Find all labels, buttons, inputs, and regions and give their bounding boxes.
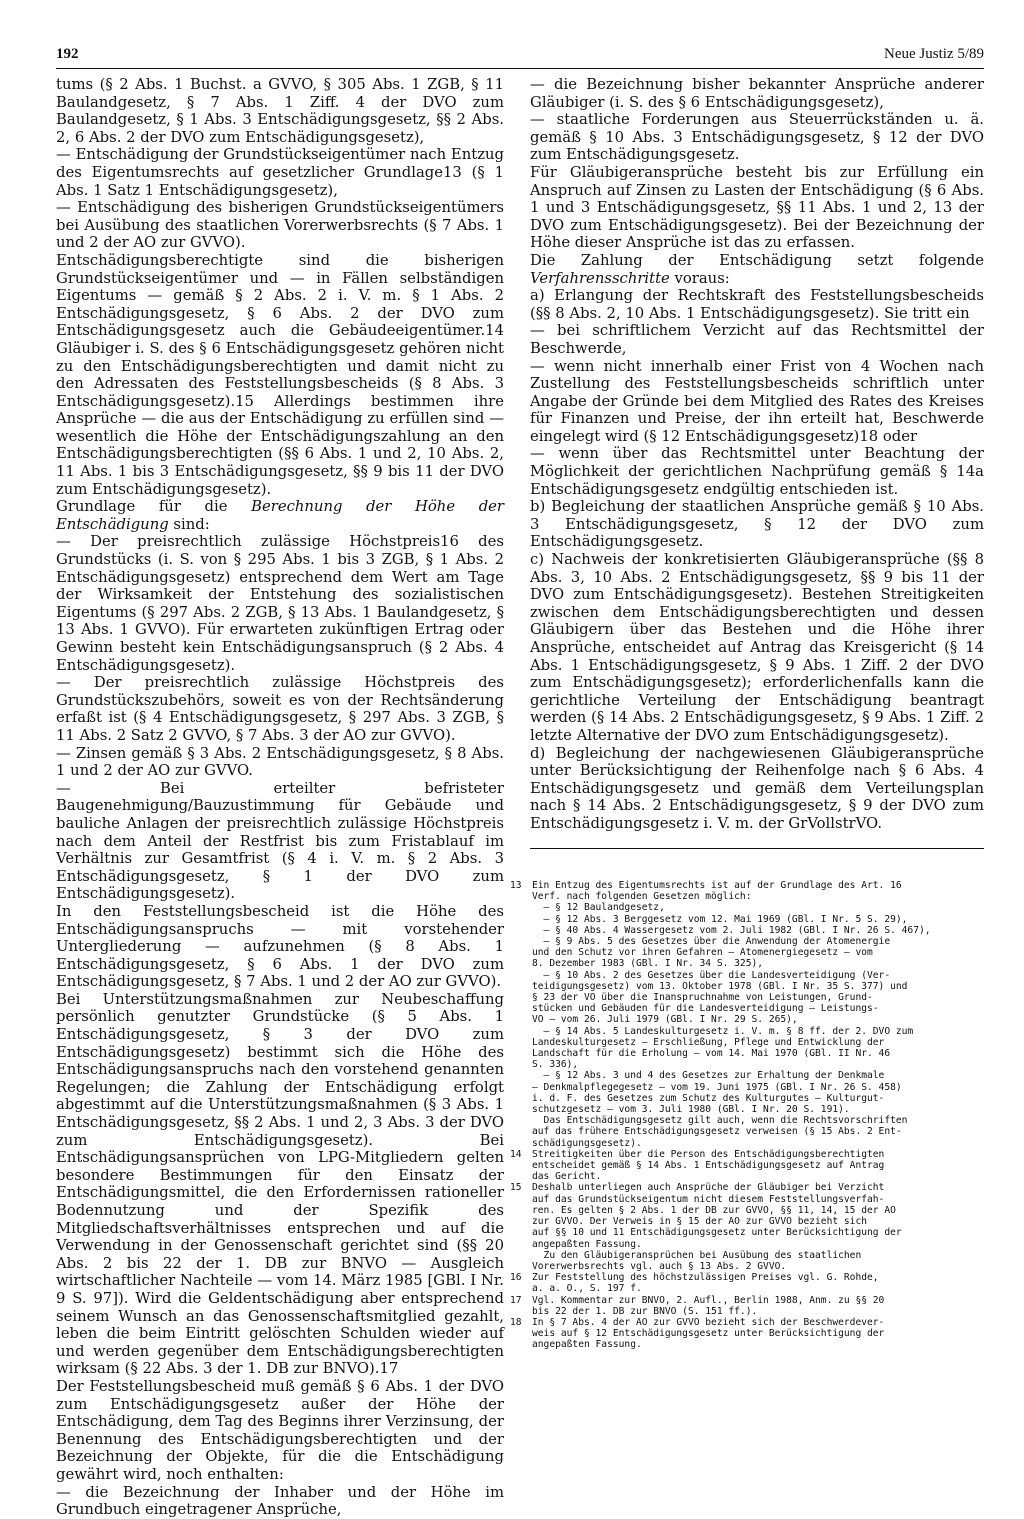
paragraph [56,199,504,252]
paragraph [56,533,504,674]
paragraph-text: — Zinsen gemäß § 3 Abs. 2 Entschädigungsgesetz, § 8 Abs. 1 und 2 der AO zur GVVO. [56,744,504,780]
footnote-line: Ein Entzug des Eigentumsrechts ist auf der Grundlage des Art. 16 [532,880,902,891]
footnote-line: — Denkmalpflegegesetz — vom 19. Juni 1975 (GBl. I Nr. 26 S. 458) [532,1081,902,1093]
footnote-number: 13 [510,880,522,891]
paragraph-text: sind: [168,515,210,533]
paragraph [56,780,504,903]
paragraph-text: tums (§ 2 Abs. 1 Buchst. a GVVO, § 305 Abs. 1 ZGB, § 11 Baulandgesetz, § 7 Abs. 1 Ziff. 4 der DVO zum Baulandgesetz, § 1 Abs. 3 Entschädigungsgesetz, §§ 2 Abs. 2, 6 Abs. 2 der DVO zum Entschädigungsgesetz), [56,76,504,146]
footnote-line: Zu den Gläubigeransprüchen bei Ausübung des staatlichen [532,1249,862,1261]
footnote-line: ren. Es gelten § 2 Abs. 1 der DB zur GVVO, §§ 11, 14, 15 der AO [532,1204,896,1216]
footnote-number: 15 [510,1182,522,1194]
paragraph [56,76,504,146]
paragraph-text: Der Feststellungsbescheid muß gemäß § 6 Abs. 1 der DVO zum Entschädigungsgesetz außer der Höhe der Entschädigung, dem Tag des Beginns ihrer Verzinsung, der Benennung des Entschädigungsberechtigten und der Bezeichnung der Objekte, für die die Entschädigung gewährt wird, noch enthalten: [56,1377,504,1483]
footnote-line: a. a. O., S. 197 f. [532,1283,642,1295]
paragraph [530,287,984,322]
paragraph [530,745,984,833]
footnote-line: teidigungsgesetz) vom 13. Oktober 1978 (GBl. I Nr. 35 S. 377) und [532,980,908,992]
footnote-line: auf §§ 10 und 11 Entschädigungsgesetz unter Berücksichtigung der [532,1227,902,1239]
footnote-line: das Gericht. [532,1171,602,1183]
footnote-line: schädigungsgesetz). [532,1137,642,1149]
page-number: 192 [56,46,79,62]
footnote-line: Vgl. Kommentar zur BNVO, 2. Aufl., Berlin 1988, Anm. zu §§ 20 [532,1294,885,1306]
paragraph-text: d) Begleichung der nachgewiesenen Gläubigeransprüche unter Berücksichtigung der Reihenfolge nach § 6 Abs. 4 Entschädigungsgesetz und gemäß dem Verteilungsplan nach § 14 Abs. 2 Entschädigungsgesetz, § 9 der DVO zum Entschädigungsgesetz i. V. m. der GrVollstrVO. [530,744,984,832]
footnote-line: auf das Grundstückseigentum nicht diesem Feststellungsverfah- [532,1193,885,1205]
paragraph-text: Grundlage für die [56,498,252,516]
footnote [510,1149,984,1183]
footnote-line: Landschaft für die Erholung — vom 14. Mai 1970 (GBl. II Nr. 46 [532,1048,891,1060]
footnote-line: In § 7 Abs. 4 der AO zur GVVO bezieht sich der Beschwerdever- [532,1316,885,1328]
footnote-line: § 23 der VO über die Inanspruchnahme von Leistungen, Grund- [532,992,873,1004]
footnote-number: 18 [510,1316,522,1328]
footnote-line: auf das frühere Entschädigungsgesetz verweisen (§ 15 Abs. 2 Ent- [532,1126,902,1138]
paragraph [56,903,504,991]
paragraph-text: — wenn über das Rechtsmittel unter Beachtung der Möglichkeit der gerichtlichen Nachprüfung gemäß § 14a Entschädigungsgesetz endgültig entschieden ist. [530,445,984,498]
footnote-line: Verf. nach folgenden Gesetzen möglich: [532,891,752,903]
paragraph-text: In den Feststellungsbescheid ist die Höhe des Entschädigungsanspruchs — mit vorstehender Untergliederung — aufzunehmen (§ 8 Abs. 1 Entschädigungsgesetz, § 6 Abs. 1 der DVO zum Entschädigungsgesetz, § 7 Abs. 1 und 2 der AO zur GVVO). [56,902,504,991]
paragraph [56,674,504,744]
paragraph [530,76,984,111]
footnote-line: — § 14 Abs. 5 Landeskulturgesetz i. V. m. § 8 ff. der 2. DVO zum [532,1025,914,1037]
paragraph-text: voraus: [669,269,730,287]
paragraph-text: c) Nachweis der konkretisierten Gläubigeransprüche (§§ 8 Abs. 3, 10 Abs. 2 Entschädigungsgesetz, §§ 9 bis 11 der DVO zum Entschädigungsgesetz). Bestehen Streitigkeiten zwischen dem Entschädigungsberechtigten und dessen Gläubigern über das Bestehen und die Höhe ihrer Ansprüche, entscheidet auf Antrag das Kreisgericht (§ 14 Abs. 1 Entschädigungsgesetz, § 9 Abs. 1 Ziff. 2 der DVO zum Entschädigungsgesetz); erforderlichenfalls kann die gerichtliche Verteilung der Entschädigung beantragt werden (§ 14 Abs. 2 Entschädigungsgesetz, § 9 Abs. 1 Ziff. 2 letzte Alternative der DVO zum Entschädigungsgesetz). [530,551,984,744]
paragraph [530,322,984,357]
footnote-line: — § 9 Abs. 5 des Gesetzes über die Anwendung der Atomenergie [532,936,891,948]
footnote-text [532,1295,984,1317]
paragraph [56,1378,504,1484]
paragraph-text: — bei schriftlichem Verzicht auf das Rechtsmittel der Beschwerde, [530,322,984,357]
footnote-divider [530,848,984,849]
paragraph [530,445,984,498]
paragraph-text: — die Bezeichnung bisher bekannter Ansprüche anderer Gläubiger (i. S. des § 6 Entschädigungsgesetz), [530,76,984,111]
paragraph [530,111,984,164]
footnote [510,1272,984,1294]
paragraph-emphasis: Verfahrensschritte [530,269,670,287]
paragraph-text: b) Begleichung der staatlichen Ansprüche gemäß § 10 Abs. 3 Entschädigungsgesetz, § 12 der DVO zum Entschädigungsgesetz. [530,498,984,551]
paragraph [56,1484,504,1519]
paragraph [530,358,984,446]
paragraph [56,991,504,1378]
paragraph-text: Für Gläubigeransprüche besteht bis zur Erfüllung ein Anspruch auf Zinsen zu Lasten der Entschädigung (§ 6 Abs. 1 und 3 Entschädigungsgesetz, §§ 11 Abs. 1 und 2, 13 der DVO zum Entschädigungsgesetz). Bei der Bezeichnung der Höhe dieser Ansprüche ist das zu erfassen. [530,163,984,252]
footnote-line: Vorerwerbsrechts vgl. auch § 13 Abs. 2 GVVO. [532,1260,787,1272]
footnote [510,1317,984,1351]
footnote [510,1182,984,1272]
paragraph [56,745,504,780]
footnote-line: — § 12 Abs. 3 und 4 des Gesetzes zur Erhaltung der Denkmale [532,1070,885,1082]
paragraph-text: a) Erlangung der Rechtskraft des Feststellungsbescheids (§§ 8 Abs. 2, 10 Abs. 1 Entschädigungsgesetz). Sie tritt ein [530,287,984,322]
page-header [56,44,984,69]
footnote-line: Landeskulturgesetz — Erschließung, Pflege und Entwicklung der [532,1036,885,1048]
right-column [530,76,984,833]
paragraph [530,164,984,252]
footnote [510,880,984,1149]
paragraph-text: — Entschädigung des bisherigen Grundstückseigentümers bei Ausübung des staatlichen Vorerwerbsrechts (§ 7 Abs. 1 und 2 der AO zur GVVO). [56,199,504,252]
paragraph-text: Bei Unterstützungsmaßnahmen zur Neubeschaffung persönlich genutzter Grundstücke (§ 5 Abs. 1 Entschädigungsgesetz, § 3 der DVO zum Entschädigungsgesetz) bestimmt sich die Höhe des Entschädigungsanspruchs nach den vorstehend genannten Regelungen; die Zahlung der Entschädigung erfolgt abgestimmt auf die Unterstützungsmaßnahmen (§ 3 Abs. 1 Entschädigungsgesetz, §§ 2 Abs. 1 und 2, 3 Abs. 3 der DVO zum Entschädigungsgesetz). Bei Entschädigungsansprüchen von LPG-Mitgliedern gelten besondere Bestimmungen für den Einsatz der Entschädigungsmittel, die den Erfordernissen rationeller Bodennutzung und der Spezifik des Mitgliedschaftsverhältnisses entsprechen und auf die Verwendung in der Genossenschaft gerichtet sind (§§ 20 Abs. 2 bis 22 der 1. DB zur BNVO — Ausgleich wirtschaftlicher Nachteile — vom 14. März 1985 [GBl. I Nr. 9 S. 97]). Wird die Geldentschädigung aber entsprechend seinem Wunsch an das Genossenschaftsmitglied gezahlt, leben die beim Eintritt gelöschten Schulden wieder auf und werden gegenüber dem Entschädigungsberechtigten wirksam (§ 22 Abs. 3 der 1. DB zur BNVO).17 [56,990,504,1378]
footnote-line: — § 12 Baulandgesetz, [532,902,665,914]
footnote-line: stücken und Gebäuden für die Landesverteidigung — Leistungs- [532,1003,879,1015]
footnote-line: schutzgesetz — vom 3. Juli 1980 (GBl. I Nr. 20 S. 191). [532,1104,850,1116]
footnote-number: 17 [510,1294,522,1306]
footnote-text [532,1149,984,1183]
footnote-line: zur GVVO. Der Verweis in § 15 der AO zur GVVO bezieht sich [532,1216,868,1228]
footnote-line: angepaßten Fassung. [532,1339,642,1351]
paragraph [530,252,984,287]
paragraph-emphasis: Berechnung der Höhe der Entschädigung [56,498,504,533]
left-column [56,76,504,1519]
footnote-line: — § 12 Abs. 3 Berggesetz vom 12. Mai 1969 (GBl. I Nr. 5 S. 29), [532,913,908,925]
paragraph-text: — staatliche Forderungen aus Steuerrückständen u. ä. gemäß § 10 Abs. 3 Entschädigungsgesetz, § 12 der DVO zum Entschädigungsgesetz. [530,111,984,164]
footnote-line: angepaßten Fassung. [532,1238,642,1250]
footnote-line: 8. Dezember 1983 (GBl. I Nr. 34 S. 325), [532,958,764,970]
paragraph-text: — Bei erteilter befristeter Baugenehmigung/Bauzustimmung für Gebäude und bauliche Anlagen der preisrechtlich zulässige Höchstpreis nach dem Anteil der Restfrist bis zum Fristablauf im Verhältnis zur Gesamtfrist (§ 4 i. V. m. § 2 Abs. 3 Entschädigungsgesetz, § 1 der DVO zum Entschädigungsgesetz). [56,779,504,903]
footnote-line: Das Entschädigungsgesetz gilt auch, wenn die Rechtsvorschriften [532,1115,908,1127]
footnote-line: — § 40 Abs. 4 Wassergesetz vom 2. Juli 1982 (GBl. I Nr. 26 S. 467), [532,924,931,936]
paragraph-text: — wenn nicht innerhalb einer Frist von 4 Wochen nach Zustellung des Feststellungsbescheids schriftlich unter Angabe der Gründe bei dem Mitglied des Rates des Kreises für Finanzen und Preise, der ihn erteilt hat, Beschwerde eingelegt wird (§ 12 Entschädigungsgesetz)18 oder [530,357,984,445]
paragraph [530,498,984,551]
footnote-line: — § 10 Abs. 2 des Gesetzes über die Landesverteidigung (Ver- [532,969,891,981]
footnote-line: bis 22 der 1. DB zur BNVO (S. 151 ff.). [532,1305,758,1317]
footnote-number: 14 [510,1148,522,1160]
paragraph-text: — die Bezeichnung der Inhaber und der Höhe im Grundbuch eingetragener Ansprüche, [56,1483,504,1519]
paragraph [56,252,504,498]
footnotes [510,880,984,1351]
footnote-text [532,880,984,1149]
footnote-line: i. d. F. des Gesetzes zum Schutz des Kulturgutes — Kulturgut- [532,1092,885,1104]
footnote-line: VO — vom 26. Juli 1979 (GBl. I Nr. 29 S. 265), [532,1014,798,1026]
paragraph [530,551,984,745]
paragraph-text: Entschädigungsberechtigte sind die bisherigen Grundstückseigentümer und — in Fällen selbständigen Eigentums — gemäß § 2 Abs. 2 i. V. m. § 1 Abs. 2 Entschädigungsgesetz, § 6 Abs. 2 der DVO zum Entschädigungsgesetz auch die Gebäudeeigentümer.14 Gläubiger i. S. des § 6 Entschädigungsgesetz gehören nicht zu den Entschädigungsberechtigten und damit nicht zu den Adressaten des Feststellungsbescheids (§ 8 Abs. 3 Entschädigungsgesetz).15 Allerdings bestimmen ihre Ansprüche — die aus der Entschädigung zu erfüllen sind — wesentlich die Höhe der Entschädigungszahlung an den Entschädigungsberechtigten (§§ 6 Abs. 1 und 2, 10 Abs. 2, 11 Abs. 1 bis 3 Entschädigungsgesetz, §§ 9 bis 11 der DVO zum Entschädigungsgesetz). [56,251,504,498]
footnote-line: und den Schutz vor ihren Gefahren — Atomenergiegesetz — vom [532,947,873,959]
footnote-number: 16 [510,1272,522,1284]
footnote-text [532,1317,984,1351]
footnote-line: Deshalb unterliegen auch Ansprüche der Gläubiger bei Verzicht [532,1182,885,1194]
paragraph-text: Die Zahlung der Entschädigung setzt folgende [530,251,984,269]
footnote-line: Zur Feststellung des höchstzulässigen Preises vgl. G. Rohde, [532,1272,879,1284]
paragraph-text: — Der preisrechtlich zulässige Höchstpreis des Grundstückszubehörs, soweit es von der Rechtsänderung erfaßt ist (§ 4 Entschädigungsgesetz, § 297 Abs. 3 ZGB, § 11 Abs. 2 Satz 2 GVVO, § 7 Abs. 3 der AO zur GVVO). [56,674,504,744]
paragraph [56,146,504,199]
footnote-line: weis auf § 12 Entschädigungsgesetz unter Berücksichtigung der [532,1328,885,1340]
footnote [510,1295,984,1317]
footnote-line: entscheidet gemäß § 14 Abs. 1 Entschädigungsgesetz auf Antrag [532,1160,885,1172]
paragraph-text: — Der preisrechtlich zulässige Höchstpreis16 des Grundstücks (i. S. von § 295 Abs. 1 bis 3 ZGB, § 1 Abs. 2 Entschädigungsgesetz) entsprechend dem Wert am Tage der Wirksamkeit der Entstehung des sozialistischen Eigentums (§ 297 Abs. 2 ZGB, § 13 Abs. 1 Baulandgesetz, § 13 Abs. 1 GVVO). Für erwarteten zukünftigen Ertrag oder Gewinn besteht kein Entschädigungsanspruch (§ 2 Abs. 4 Entschädigungsgesetz). [56,533,504,674]
paragraph-text: — Entschädigung der Grundstückseigentümer nach Entzug des Eigentumsrechts auf gesetzlicher Grundlage13 (§ 1 Abs. 1 Satz 1 Entschädigungsgesetz), [56,146,504,199]
footnote-text [532,1272,984,1294]
paragraph [56,498,504,533]
footnote-line: Streitigkeiten über die Person des Entschädigungsberechtigten [532,1148,885,1160]
footnote-text [532,1182,984,1272]
footnote-line: S. 336), [532,1059,579,1071]
journal-title: Neue Justiz 5/89 [884,46,984,62]
